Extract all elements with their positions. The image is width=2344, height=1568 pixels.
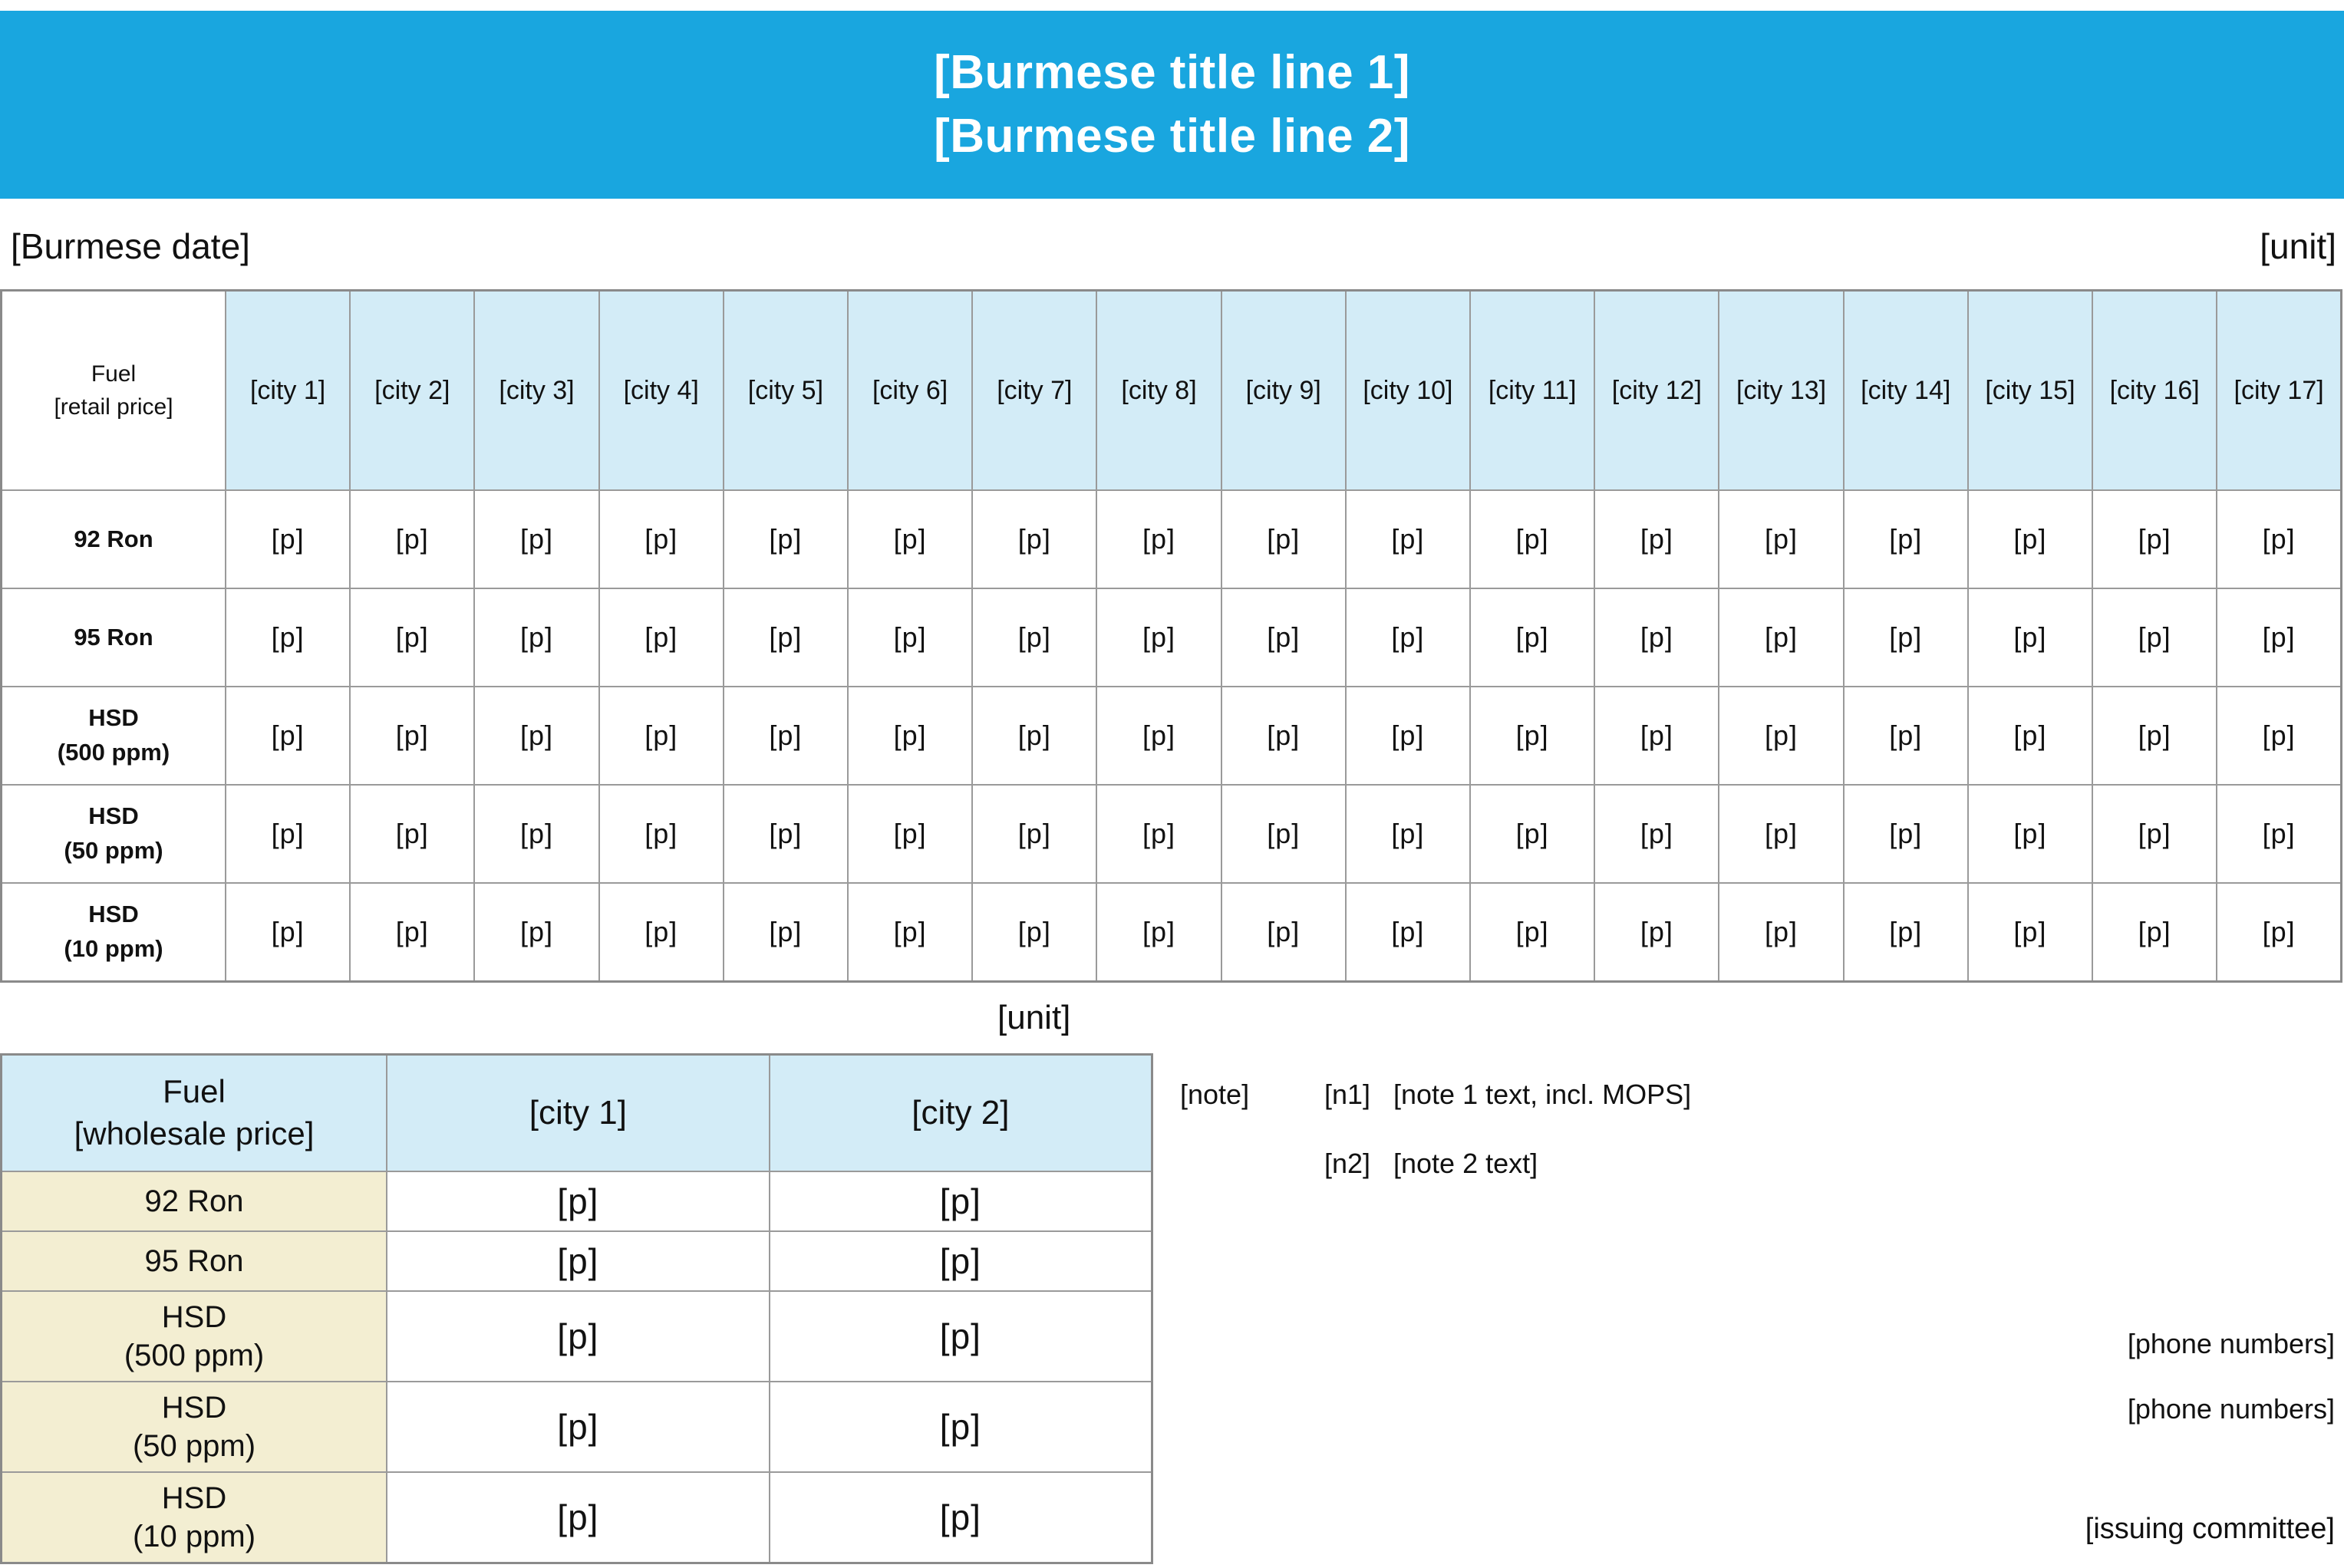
retail-price-cell: [p] — [1594, 785, 1719, 883]
retail-price-cell: [p] — [474, 785, 598, 883]
retail-price-cell: [p] — [848, 588, 972, 687]
retail-price-cell: [p] — [350, 588, 474, 687]
retail-price-cell: [p] — [1719, 883, 1843, 981]
wholesale-fuel-label — [2, 1171, 387, 1231]
retail-price-cell: [p] — [350, 490, 474, 588]
fuel-label-line1: 92 Ron — [144, 1184, 244, 1218]
wholesale-price-cell: [p] — [770, 1382, 1152, 1472]
retail-price-cell: [p] — [1096, 785, 1221, 883]
page-title-line-2: [Burmese title line 2] — [934, 109, 1410, 163]
retail-row — [2, 785, 2342, 883]
retail-table-body — [2, 490, 2342, 981]
retail-fuel-label — [2, 588, 226, 687]
retail-price-cell: [p] — [1096, 490, 1221, 588]
wholesale-price-cell: [p] — [387, 1231, 770, 1291]
retail-price-cell: [p] — [724, 883, 848, 981]
retail-price-cell: [p] — [2092, 588, 2217, 687]
retail-price-cell: [p] — [1719, 785, 1843, 883]
retail-price-cell: [p] — [972, 687, 1096, 785]
retail-city-header: [city 3] — [474, 291, 598, 491]
retail-price-cell: [p] — [724, 785, 848, 883]
retail-price-cell: [p] — [1470, 588, 1594, 687]
retail-price-cell: [p] — [2217, 883, 2341, 981]
retail-price-cell: [p] — [2217, 588, 2341, 687]
wholesale-fuel-header — [2, 1055, 387, 1172]
retail-price-cell: [p] — [1968, 687, 2092, 785]
retail-city-header: [city 8] — [1096, 291, 1221, 491]
retail-price-cell: [p] — [474, 687, 598, 785]
retail-price-cell: [p] — [350, 785, 474, 883]
note-2-text: [note 2 text] — [1393, 1148, 1538, 1179]
unit-label-wholesale: [unit] — [997, 999, 1071, 1036]
date-label: [Burmese date] — [11, 226, 250, 266]
retail-price-cell: [p] — [1470, 490, 1594, 588]
footer-organization: [issuing committee] — [2085, 1513, 2335, 1545]
wholesale-fuel-label — [2, 1291, 387, 1382]
retail-price-cell: [p] — [226, 490, 350, 588]
retail-price-cell: [p] — [1594, 687, 1719, 785]
retail-price-cell: [p] — [1221, 785, 1346, 883]
retail-price-cell: [p] — [1594, 883, 1719, 981]
retail-row — [2, 687, 2342, 785]
fuel-label-line1: HSD — [161, 1481, 227, 1515]
retail-city-header: [city 15] — [1968, 291, 2092, 491]
wholesale-fuel-header-line1: Fuel — [163, 1073, 226, 1110]
retail-price-cell: [p] — [1096, 883, 1221, 981]
retail-price-cell: [p] — [1470, 883, 1594, 981]
fuel-label-line1: 92 Ron — [74, 525, 153, 552]
wholesale-fuel-header-line2: [wholesale price] — [74, 1115, 315, 1151]
wholesale-fuel-label — [2, 1382, 387, 1472]
retail-city-header: [city 1] — [226, 291, 350, 491]
retail-price-cell: [p] — [848, 883, 972, 981]
wholesale-fuel-label — [2, 1472, 387, 1563]
retail-price-cell: [p] — [474, 883, 598, 981]
wholesale-header-row — [2, 1055, 1152, 1172]
retail-price-cell: [p] — [2092, 785, 2217, 883]
retail-price-cell: [p] — [1844, 883, 1968, 981]
wholesale-price-cell: [p] — [770, 1472, 1152, 1563]
retail-price-cell: [p] — [350, 883, 474, 981]
retail-price-cell: [p] — [599, 490, 724, 588]
retail-price-cell: [p] — [599, 785, 724, 883]
wholesale-fuel-label — [2, 1231, 387, 1291]
wholesale-price-cell: [p] — [387, 1472, 770, 1563]
fuel-label-line1: 95 Ron — [74, 623, 153, 651]
fuel-label-line1: HSD — [161, 1391, 227, 1425]
fuel-label-line2: (50 ppm) — [64, 837, 163, 864]
fuel-label-line2: (500 ppm) — [57, 739, 170, 766]
wholesale-row — [2, 1382, 1152, 1472]
retail-price-cell: [p] — [972, 588, 1096, 687]
meta-row — [0, 215, 2344, 276]
fuel-label-line2: (10 ppm) — [132, 1519, 256, 1553]
wholesale-price-cell: [p] — [770, 1291, 1152, 1382]
retail-fuel-header — [2, 291, 226, 491]
retail-price-cell: [p] — [2092, 490, 2217, 588]
retail-price-cell: [p] — [226, 785, 350, 883]
retail-price-cell: [p] — [226, 883, 350, 981]
fuel-label-line2: (50 ppm) — [132, 1429, 256, 1463]
retail-row — [2, 588, 2342, 687]
unit-label-top: [unit] — [2260, 226, 2336, 266]
retail-price-cell: [p] — [1719, 687, 1843, 785]
retail-price-cell: [p] — [2092, 687, 2217, 785]
retail-city-header: [city 5] — [724, 291, 848, 491]
retail-city-header: [city 11] — [1470, 291, 1594, 491]
retail-price-cell: [p] — [848, 687, 972, 785]
retail-price-cell: [p] — [1346, 687, 1470, 785]
wholesale-row — [2, 1171, 1152, 1231]
retail-price-cell: [p] — [1968, 883, 2092, 981]
retail-price-cell: [p] — [1594, 588, 1719, 687]
wholesale-price-cell: [p] — [387, 1291, 770, 1382]
retail-fuel-header-line2: [retail price] — [54, 394, 173, 420]
fuel-label-line2: (500 ppm) — [124, 1339, 265, 1372]
retail-price-cell: [p] — [1844, 588, 1968, 687]
wholesale-row — [2, 1231, 1152, 1291]
retail-city-header: [city 9] — [1221, 291, 1346, 491]
retail-price-cell: [p] — [1221, 588, 1346, 687]
retail-price-cell: [p] — [1346, 490, 1470, 588]
retail-city-header: [city 2] — [350, 291, 474, 491]
retail-price-cell: [p] — [1844, 785, 1968, 883]
wholesale-city-header: [city 1] — [387, 1055, 770, 1172]
title-banner — [0, 11, 2344, 199]
fuel-label-line1: 95 Ron — [144, 1244, 244, 1278]
retail-fuel-label — [2, 785, 226, 883]
wholesale-price-cell: [p] — [387, 1382, 770, 1472]
note-label: [note] — [1180, 1079, 1250, 1110]
retail-price-cell: [p] — [2217, 490, 2341, 588]
phone-line-1: [phone numbers] — [2127, 1328, 2335, 1359]
retail-price-cell: [p] — [2217, 687, 2341, 785]
retail-price-cell: [p] — [1221, 687, 1346, 785]
retail-price-cell: [p] — [599, 588, 724, 687]
fuel-label-line2: (10 ppm) — [64, 934, 163, 962]
retail-price-cell: [p] — [474, 490, 598, 588]
retail-price-cell: [p] — [848, 490, 972, 588]
retail-price-cell: [p] — [1221, 490, 1346, 588]
retail-price-cell: [p] — [1844, 687, 1968, 785]
retail-city-header: [city 10] — [1346, 291, 1470, 491]
retail-price-cell: [p] — [1096, 687, 1221, 785]
retail-fuel-label — [2, 687, 226, 785]
note-1-number: [n1] — [1324, 1079, 1371, 1110]
fuel-label-line1: HSD — [88, 802, 139, 830]
retail-price-cell: [p] — [599, 883, 724, 981]
retail-price-cell: [p] — [350, 687, 474, 785]
retail-city-header: [city 17] — [2217, 291, 2341, 491]
note-1-text: [note 1 text, incl. MOPS] — [1393, 1079, 1692, 1110]
retail-price-cell: [p] — [1968, 588, 2092, 687]
page-title-line-1: [Burmese title line 1] — [934, 46, 1410, 100]
retail-price-cell: [p] — [724, 490, 848, 588]
retail-price-cell: [p] — [1096, 588, 1221, 687]
retail-city-header: [city 7] — [972, 291, 1096, 491]
retail-price-cell: [p] — [972, 785, 1096, 883]
retail-price-cell: [p] — [1719, 588, 1843, 687]
retail-price-table — [0, 289, 2342, 983]
retail-price-cell: [p] — [1719, 490, 1843, 588]
retail-price-cell: [p] — [972, 883, 1096, 981]
note-2-number: [n2] — [1324, 1148, 1371, 1179]
retail-price-cell: [p] — [1470, 785, 1594, 883]
retail-city-header: [city 12] — [1594, 291, 1719, 491]
retail-price-cell: [p] — [474, 588, 598, 687]
retail-price-cell: [p] — [1968, 785, 2092, 883]
wholesale-price-cell: [p] — [770, 1231, 1152, 1291]
retail-header-row — [2, 291, 2342, 491]
retail-row — [2, 490, 2342, 588]
phone-line-2: [phone numbers] — [2127, 1393, 2335, 1425]
retail-price-cell: [p] — [1346, 883, 1470, 981]
fuel-label-line1: HSD — [161, 1300, 227, 1334]
retail-fuel-header-line1: Fuel — [91, 361, 137, 387]
retail-city-header: [city 16] — [2092, 291, 2217, 491]
retail-fuel-label — [2, 883, 226, 981]
retail-price-cell: [p] — [1844, 490, 1968, 588]
retail-price-cell: [p] — [724, 687, 848, 785]
retail-price-cell: [p] — [1346, 785, 1470, 883]
retail-city-header: [city 13] — [1719, 291, 1843, 491]
retail-price-cell: [p] — [972, 490, 1096, 588]
retail-price-cell: [p] — [2217, 785, 2341, 883]
retail-price-cell: [p] — [1470, 687, 1594, 785]
wholesale-row — [2, 1291, 1152, 1382]
wholesale-row — [2, 1472, 1152, 1563]
notes-section — [1180, 1074, 2335, 1565]
retail-price-cell: [p] — [1346, 588, 1470, 687]
wholesale-table-body — [2, 1171, 1152, 1563]
fuel-label-line1: HSD — [88, 900, 139, 927]
retail-city-header: [city 14] — [1844, 291, 1968, 491]
retail-city-header: [city 4] — [599, 291, 724, 491]
retail-price-cell: [p] — [599, 687, 724, 785]
retail-price-cell: [p] — [1594, 490, 1719, 588]
retail-row — [2, 883, 2342, 981]
wholesale-price-table — [0, 1053, 1153, 1564]
retail-price-cell: [p] — [848, 785, 972, 883]
wholesale-city-header: [city 2] — [770, 1055, 1152, 1172]
retail-city-header: [city 6] — [848, 291, 972, 491]
retail-price-cell: [p] — [226, 687, 350, 785]
wholesale-price-cell: [p] — [387, 1171, 770, 1231]
retail-fuel-label — [2, 490, 226, 588]
retail-price-cell: [p] — [226, 588, 350, 687]
wholesale-price-cell: [p] — [770, 1171, 1152, 1231]
retail-price-cell: [p] — [1968, 490, 2092, 588]
retail-price-cell: [p] — [2092, 883, 2217, 981]
retail-price-cell: [p] — [724, 588, 848, 687]
retail-price-cell: [p] — [1221, 883, 1346, 981]
fuel-label-line1: HSD — [88, 704, 139, 732]
